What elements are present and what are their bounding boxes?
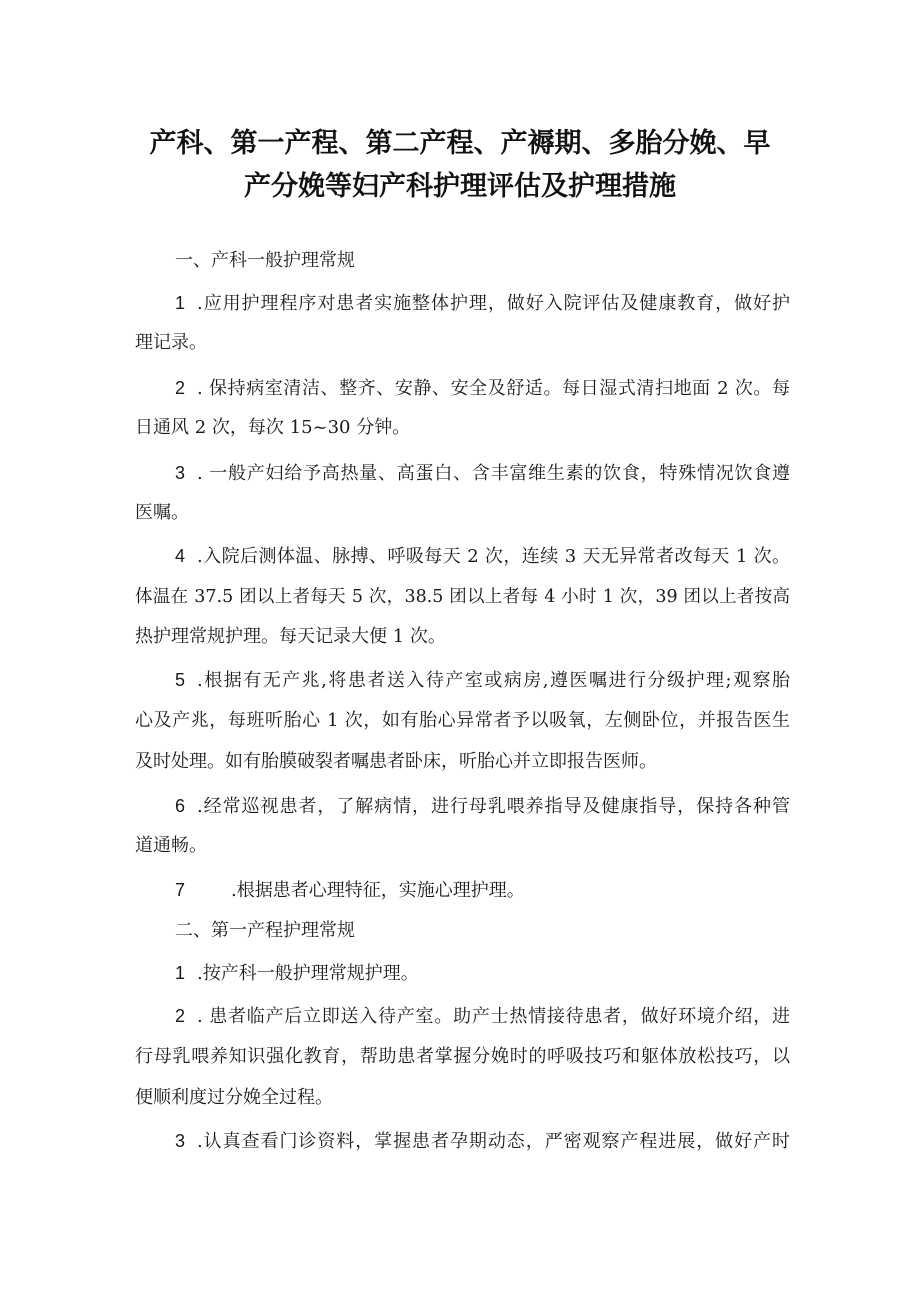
document-title-line-1: 产科、第一产程、第二产程、产褥期、多胎分娩、早 — [149, 128, 771, 159]
paragraph-line: 医嘱。 — [135, 502, 189, 523]
item-number: 3 — [175, 1131, 186, 1151]
item-text: .根据有无产兆,将患者送入待产室或病房,遵医嘱进行分级护理;观察胎 — [197, 670, 790, 691]
paragraph-line — [175, 793, 790, 820]
item-text: .入院后测体温、脉搏、呼吸每天 2 次，连续 3 天无异常者改每天 1 次。 — [197, 546, 790, 567]
item-text: .根据患者心理特征，实施心理护理。 — [231, 880, 525, 901]
paragraph-line: 理记录。 — [135, 332, 207, 353]
paragraph-line — [175, 667, 790, 694]
item-number: 5 — [175, 670, 186, 690]
item-number: 6 — [175, 796, 186, 816]
paragraph-line — [175, 375, 790, 402]
paragraph-line — [175, 1128, 790, 1155]
item-number: 3 — [175, 463, 186, 483]
section-heading: 二、第一产程护理常规 — [175, 920, 355, 941]
item-number: 2 — [175, 1006, 186, 1026]
paragraph-line: 行母乳喂养知识强化教育，帮助患者掌握分娩时的呼吸技巧和躯体放松技巧，以 — [135, 1046, 790, 1067]
paragraph-line: 及时处理。如有胎膜破裂者嘱患者卧床，听胎心并立即报告医师。 — [135, 751, 657, 772]
item-text: . 保持病室清洁、整齐、安静、安全及舒适。每日湿式清扫地面 2 次。每 — [197, 378, 790, 399]
item-number: 1 — [175, 963, 186, 983]
paragraph-line: 日通风 2 次，每次 15~30 分钟。 — [135, 417, 411, 438]
paragraph-line: 热护理常规护理。每天记录大便 1 次。 — [135, 626, 446, 647]
paragraph-line — [175, 960, 790, 987]
document-title-line-2: 产分娩等妇产科护理评估及护理措施 — [244, 171, 676, 202]
paragraph-line — [175, 877, 790, 904]
paragraph-line — [175, 460, 790, 487]
item-text: .应用护理程序对患者实施整体护理，做好入院评估及健康教育，做好护 — [197, 293, 790, 314]
section-heading: 一、产科一般护理常规 — [175, 250, 355, 271]
item-number: 1 — [175, 293, 186, 313]
item-number: 2 — [175, 378, 186, 398]
item-text: . 患者临产后立即送入待产室。助产士热情接待患者，做好环境介绍，进 — [197, 1006, 790, 1027]
paragraph-line: 体温在 37.5 团以上者每天 5 次，38.5 团以上者每 4 小时 1 次，39 团以上者按高 — [135, 587, 790, 607]
item-number: 7 — [175, 880, 186, 900]
item-text: .经常巡视患者，了解病情，进行母乳喂养指导及健康指导，保持各种管 — [197, 796, 790, 817]
paragraph-line: 心及产兆，每班听胎心 1 次，如有胎心异常者予以吸氧，左侧卧位，并报告医生 — [135, 710, 790, 731]
paragraph-line — [175, 290, 790, 317]
item-text: .按产科一般护理常规护理。 — [197, 963, 419, 984]
item-text: .认真查看门诊资料，掌握患者孕期动态，严密观察产程进展，做好产时 — [197, 1131, 790, 1152]
paragraph-line — [175, 1003, 790, 1030]
paragraph-line: 便顺利度过分娩全过程。 — [135, 1087, 333, 1108]
item-number: 4 — [175, 546, 186, 566]
paragraph-line — [175, 543, 790, 570]
item-text: . 一般产妇给予高热量、高蛋白、含丰富维生素的饮食，特殊情况饮食遵 — [197, 463, 790, 484]
paragraph-line: 道通畅。 — [135, 835, 207, 856]
